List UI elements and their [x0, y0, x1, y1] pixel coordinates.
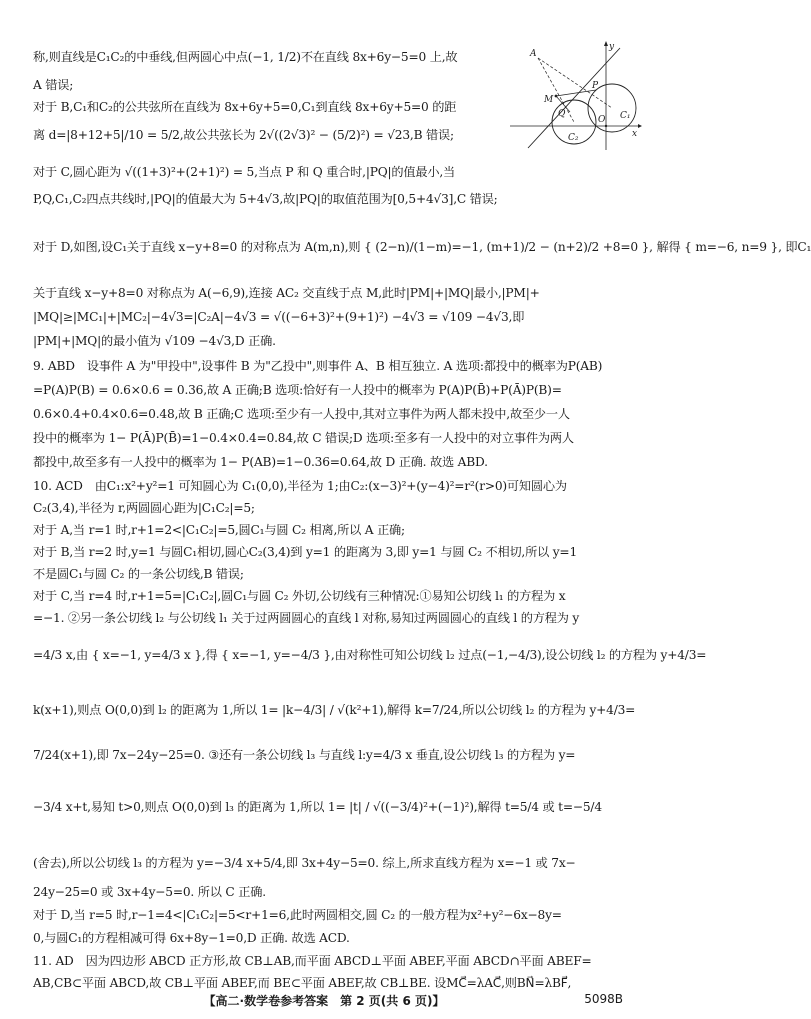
text-line: C₂(3,4),半径为 r,两圆圆心距为|C₁C₂|=5;: [33, 501, 255, 515]
geometry-figure: [508, 40, 642, 152]
text-line: |MQ|≥|MC₁|+|MC₂|−4√3=|C₂A|−4√3 = √((−6+3)²+(9+1)²) −4√3 = √109 −4√3,即: [33, 310, 525, 324]
label-o: O: [598, 115, 606, 125]
text-line: 10. ACD 由C₁:x²+y²=1 可知圆心为 C₁(0,0),半径为 1;由C₂:(x−3)²+(y−4)²=r²(r>0)可知圆心为: [33, 479, 567, 493]
text-line: 对于 A,当 r=1 时,r+1=2<|C₁C₂|=5,圆C₁与圆 C₂ 相离,所以 A 正确;: [33, 523, 405, 537]
label-x: x: [632, 129, 638, 139]
text-line: 对于 D,当 r=5 时,r−1=4<|C₁C₂|=5<r+1=6,此时两圆相交,圆 C₂ 的一般方程为x²+y²−6x−8y=: [33, 908, 562, 922]
text-line: 对于 B,当 r=2 时,y=1 与圆C₁相切,圆心C₂(3,4)到 y=1 的距离为 3,即 y=1 与圆 C₂ 不相切,所以 y=1: [33, 545, 578, 559]
text-line: 不是圆C₁与圆 C₂ 的一条公切线,B 错误;: [33, 567, 244, 581]
label-c1: C₁: [620, 111, 631, 121]
label-a: A: [530, 49, 537, 59]
text-line: 0,与圆C₁的方程相减可得 6x+8y−1=0,D 正确. 故选 ACD.: [33, 931, 350, 945]
text-line: =P(A)P(B) = 0.6×0.6 = 0.36,故 A 正确;B 选项:恰好有一人投中的概率为 P(A)P(B̄)+P(Ā)P(B)=: [33, 383, 562, 397]
text-line: 24y−25=0 或 3x+4y−5=0. 所以 C 正确.: [33, 885, 266, 899]
text-line: 对于 C,圆心距为 √((1+3)²+(2+1)²) = 5,当点 P 和 Q 重合时,|PQ|的值最小,当: [33, 165, 456, 179]
label-q: Q: [558, 109, 566, 119]
text-line: 对于 C,当 r=4 时,r+1=5=|C₁C₂|,圆C₁与圆 C₂ 外切,公切线有三种情况:①易知公切线 l₁ 的方程为 x: [33, 589, 566, 603]
label-y: y: [609, 42, 615, 52]
text-line: 对于 D,如图,设C₁关于直线 x−y+8=0 的对称点为 A(m,n),则 { (2−n)/(1−m)=−1, (m+1)/2 − (n+2)/2 +8=0 }, 解得 { m=−6, n=9 }, 即C₁: [33, 240, 811, 254]
label-c2: C₂: [568, 133, 579, 143]
text-line: 9. ABD 设事件 A 为"甲投中",设事件 B 为"乙投中",则事件 A、B 相互独立. A 选项:都投中的概率为P(AB): [33, 359, 603, 373]
text-line: 11. AD 因为四边形 ABCD 正方形,故 CB⊥AB,而平面 ABCD⊥平面 ABEF,平面 ABCD∩平面 ABEF=: [33, 954, 592, 968]
text-line: A 错误;: [33, 78, 74, 92]
text-line: 离 d=|8+12+5|/10 = 5/2,故公共弦长为 2√((2√3)² − (5/2)²) = √23,B 错误;: [33, 128, 454, 142]
text-line: AB,CB⊂平面 ABCD,故 CB⊥平面 ABEF,而 BE⊂平面 ABEF,故 CB⊥BE. 设MC⃗=λAC⃗,则BN⃗=λBF⃗,: [33, 976, 572, 990]
y-axis-arrow: [604, 41, 608, 46]
text-line: =−1. ②另一条公切线 l₂ 与公切线 l₁ 关于过两圆圆心的直线 l 对称,易知过两圆圆心的直线 l 的方程为 y: [33, 611, 580, 625]
text-line: 投中的概率为 1− P(Ā)P(B̄)=1−0.4×0.4=0.84,故 C 错误;D 选项:至多有一人投中的对立事件为两人: [33, 431, 574, 445]
text-line: −3/4 x+t,易知 t>0,则点 O(0,0)到 l₃ 的距离为 1,所以 1= |t| / √((−3/4)²+(−1)²),解得 t=5/4 或 t=−5/4: [33, 800, 602, 814]
document-code: 5098B: [584, 992, 623, 1006]
label-p: P: [592, 81, 599, 91]
page-footer: 【高二·数学卷参考答案 第 2 页(共 6 页)】: [203, 994, 445, 1008]
text-line: |PM|+|MQ|的最小值为 √109 −4√3,D 正确.: [33, 334, 276, 348]
point-o: [605, 125, 607, 127]
dashed-a-c2: [538, 58, 574, 122]
text-line: 关于直线 x−y+8=0 对称点为 A(−6,9),连接 AC₂ 交直线于点 M,此时|PM|+|MQ|最小,|PM|+: [33, 286, 540, 300]
text-line: =4/3 x,由 { x=−1, y=4/3 x },得 { x=−1, y=−4/3 },由对称性可知公切线 l₂ 过点(−1,−4/3),设公切线 l₂ 的方程为 y+4/3=: [33, 648, 707, 662]
text-line: P,Q,C₁,C₂四点共线时,|PQ|的值最大为 5+4√3,故|PQ|的取值范围为[0,5+4√3],C 错误;: [33, 192, 498, 206]
text-line: 0.6×0.4+0.4×0.6=0.48,故 B 正确;C 选项:至少有一人投中,其对立事件为两人都未投中,故至少一人: [33, 407, 570, 421]
text-line: 对于 B,C₁和C₂的公共弦所在直线为 8x+6y+5=0,C₁到直线 8x+6y+5=0 的距: [33, 100, 457, 114]
text-line: 称,则直线是C₁C₂的中垂线,但两圆心中点(−1, 1/2)不在直线 8x+6y−5=0 上,故: [33, 50, 458, 64]
text-line: 都投中,故至多有一人投中的概率为 1− P(AB)=1−0.36=0.64,故 D 正确. 故选 ABD.: [33, 455, 488, 469]
x-axis-arrow: [638, 124, 642, 128]
point-m: [555, 95, 558, 98]
text-line: (舍去),所以公切线 l₃ 的方程为 y=−3/4 x+5/4,即 3x+4y−5=0. 综上,所求直线方程为 x=−1 或 7x−: [33, 856, 576, 870]
text-line: 7/24(x+1),即 7x−24y−25=0. ③还有一条公切线 l₃ 与直线 l:y=4/3 x 垂直,设公切线 l₃ 的方程为 y=: [33, 748, 576, 762]
label-m: M: [544, 95, 554, 105]
text-line: k(x+1),则点 O(0,0)到 l₂ 的距离为 1,所以 1= |k−4/3| / √(k²+1),解得 k=7/24,所以公切线 l₂ 的方程为 y+4/3=: [33, 703, 636, 717]
